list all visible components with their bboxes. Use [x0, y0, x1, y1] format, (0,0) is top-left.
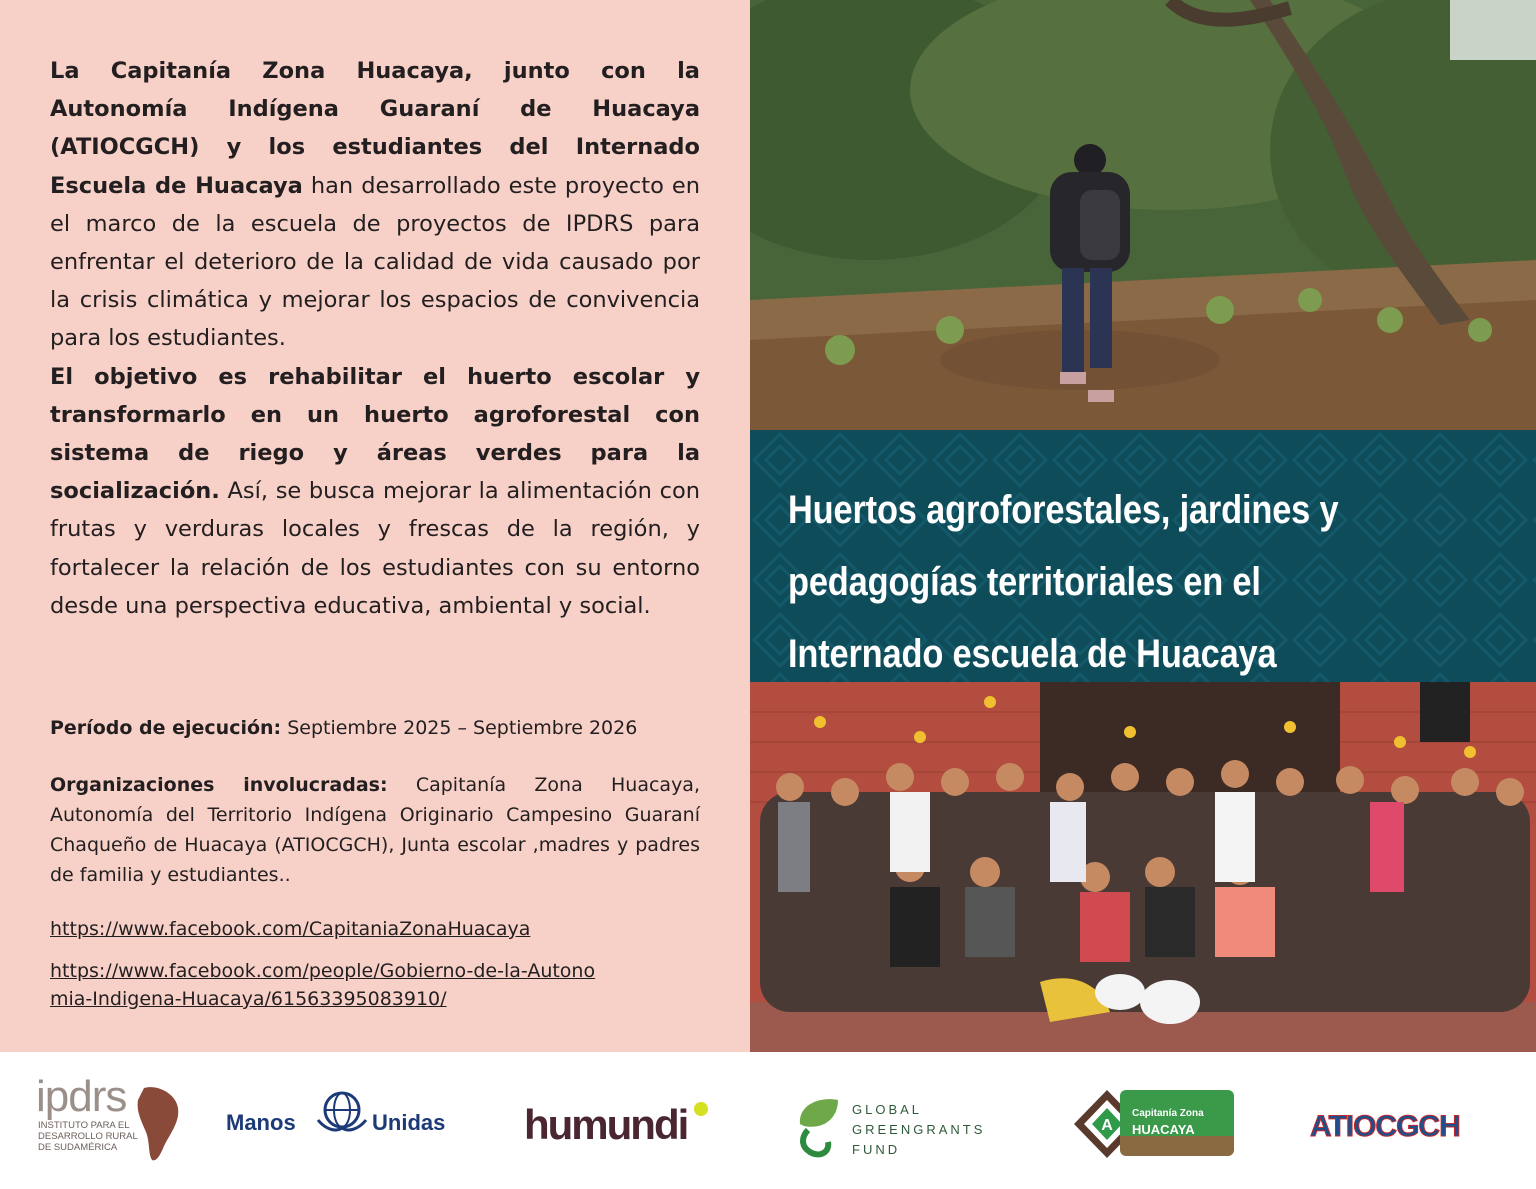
- globe-hands-icon: [316, 1090, 368, 1134]
- global-greengrants-fund-logo: [794, 1094, 1004, 1164]
- ipdrs-logo: [36, 1074, 186, 1170]
- svg-text:A: A: [1101, 1117, 1113, 1134]
- intro-regular: han desarrollado este proyecto en el marco de la escuela de proyectos de IPDRS para enfrentar el deterioro de la calidad de vida causado por la crisis climática y mejorar los espacios de convivencia para los estudiantes.: [50, 172, 700, 352]
- links-block: [50, 915, 700, 1013]
- ggf-line1: GLOBAL: [852, 1102, 923, 1117]
- humundi-dot-icon: [694, 1102, 708, 1116]
- intro-bold: La Capitanía Zona Huacaya, junto con la Autonomía Indígena Guaraní de Huacaya (ATIOCGCH) y los estudiantes del Internado Escuela de Huacaya: [50, 58, 700, 199]
- forest-walk-illustration: [750, 0, 1536, 430]
- group-photo-illustration: [750, 682, 1536, 1052]
- ipdrs-line2: DESARROLLO RURAL: [38, 1131, 138, 1142]
- forest-walk-photo: [750, 0, 1536, 430]
- title-banner: [750, 430, 1536, 682]
- capitania-line1: Capitanía Zona: [1132, 1108, 1204, 1119]
- facebook-capitania-link[interactable]: https://www.facebook.com/CapitaniaZonaHuacaya: [50, 918, 531, 940]
- ggf-line2: GREENGRANTS: [852, 1122, 986, 1137]
- humundi-wordmark: humundi: [524, 1101, 688, 1148]
- capitania-badge: [1120, 1090, 1234, 1156]
- text-panel: [0, 0, 750, 1052]
- visual-panel: [750, 0, 1536, 1052]
- period-label: Período de ejecución:: [50, 717, 282, 739]
- organizations-label: Organizaciones involucradas:: [50, 774, 388, 796]
- ipdrs-subtitle: [38, 1120, 138, 1153]
- humundi-logo: [524, 1102, 724, 1152]
- south-america-icon: [136, 1084, 182, 1164]
- capitania-zona-huacaya-logo: [1072, 1088, 1236, 1160]
- period-value: Septiembre 2025 – Septiembre 2026: [281, 717, 638, 739]
- objective-regular: Así, se busca mejorar la alimentación con frutas y verduras locales y frescas de la región, y fortalecer la relación de los estudiantes con su entorno desde una perspectiva educativa, ambiental y social.: [50, 478, 700, 619]
- logo-footer: [0, 1052, 1536, 1189]
- description-text: [50, 52, 700, 625]
- period-line: [50, 713, 700, 743]
- manos-unidas-logo: [226, 1090, 466, 1138]
- ipdrs-line3: DE SUDAMÉRICA: [38, 1142, 118, 1153]
- atiocgch-logo: [1310, 1110, 1500, 1150]
- organizations-value: Capitanía Zona Huacaya, Autonomía del Territorio Indígena Originario Campesino Guaraní Chaqueño de Huacaya (ATIOCGCH), Junta escolar ,madres y padres de familia y estudiantes..: [50, 774, 700, 886]
- ipdrs-line1: INSTITUTO PARA EL: [38, 1120, 130, 1131]
- capitania-line2: HUACAYA: [1132, 1122, 1195, 1137]
- organizations-text: [50, 770, 700, 890]
- unidas-word: Unidas: [372, 1110, 446, 1135]
- group-photo: [750, 682, 1536, 1052]
- manos-word: Manos: [226, 1110, 296, 1135]
- objective-bold: El objetivo es rehabilitar el huerto escolar y transformarlo en un huerto agroforestal con sistema de riego y áreas verdes para la socialización.: [50, 363, 700, 505]
- banner-title: Huertos agroforestales, jardines y pedagogías territoriales en el Internado escuela de Huacaya: [788, 488, 1339, 676]
- atiocgch-wordmark: ATIOCGCH: [1310, 1110, 1460, 1143]
- ipdrs-wordmark: ipdrs: [36, 1072, 127, 1121]
- facebook-gobierno-link[interactable]: https://www.facebook.com/people/Gobierno-de-la-Autonomia-Indigena-Huacaya/61563395083910/: [50, 960, 596, 1010]
- ggf-line3: FUND: [852, 1142, 901, 1157]
- ggf-text: [852, 1100, 985, 1160]
- leaf-icon: [794, 1096, 842, 1160]
